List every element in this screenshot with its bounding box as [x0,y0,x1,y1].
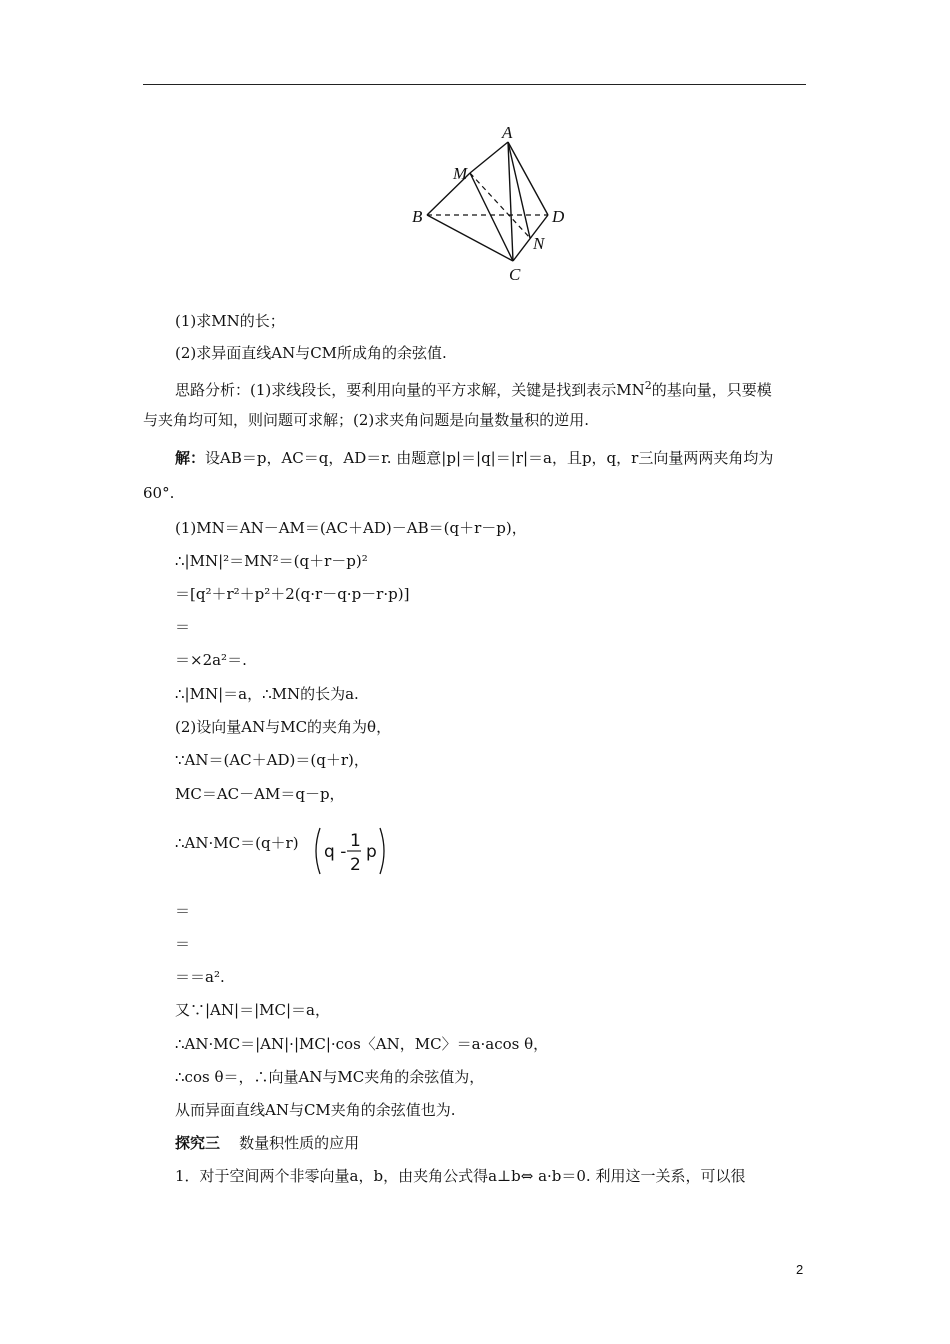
vertex-label-m: M [453,164,468,183]
step-13: ＝＝a². [175,968,225,986]
step-12: ＝ [175,935,191,953]
step-11: ＝ [175,902,191,920]
solution-label: 解： [175,449,206,467]
solution-intro [175,448,773,468]
fraction-numerator: 1 [350,831,361,851]
vertex-label-d: D [552,207,565,226]
vertex-label-c: C [509,265,521,284]
solution-intro-2: 60°. [143,484,175,502]
step-9: MC＝AC－AM＝q－p， [175,785,345,803]
question-2: (2)求异面直线AN与CM所成角的余弦值. [175,344,447,362]
section-subtitle: 数量积性质的应用 [239,1134,360,1152]
step-1: (1)MN＝AN－AM＝(AC＋AD)－AB＝(q＋r－p)， [175,519,527,537]
step-6: ∴|MN|＝a，∴MN的长为a. [175,685,359,703]
fraction-expression [310,824,390,878]
item-1: 1．对于空间两个非零向量a，b，由夹角公式得a⊥b⇔ a·b＝0. 利用这一关系，可以很 [175,1167,746,1185]
analysis-superscript: 2 [644,379,652,392]
step-15: ∴AN·MC＝|AN|·|MC|·cos〈AN，MC〉＝a·acos θ， [175,1035,549,1053]
solution-intro-text: 设AB＝p，AC＝q，AD＝r. 由题意|p|＝|q|＝|r|＝a，且p，q，r三向量两两夹角均为 [205,449,774,467]
tetrahedron-figure [405,118,585,288]
step-3: ＝[q²＋r²＋p²＋2(q·r－q·p－r·p)] [175,585,410,603]
analysis-text: 思路分析：(1)求线段长，要利用向量的平方求解，关键是找到表示MN [175,381,645,399]
question-1: (1)求MN的长； [175,312,285,330]
vertex-label-b: B [412,207,423,226]
step-7: (2)设向量AN与MC的夹角为θ， [175,718,392,736]
step-17: 从而异面直线AN与CM夹角的余弦值也为. [175,1101,456,1119]
analysis-text-tail: 的基向量，只要模 [651,381,772,399]
fraction-left: q - [324,842,347,862]
vertex-label-n: N [533,234,545,253]
step-8: ∵AN＝(AC＋AD)＝(q＋r)， [175,751,369,769]
step-4: ＝ [175,618,191,636]
step-16: ∴cos θ＝，∴向量AN与MC夹角的余弦值为， [175,1068,485,1086]
step-10: ∴AN·MC＝(q＋r) [175,834,299,852]
section-title: 探究三 [175,1134,221,1152]
step-2: ∴|MN|²＝MN²＝(q＋r－p)² [175,552,368,570]
step-5: ＝×2a²＝. [175,651,247,669]
step-14: 又∵|AN|＝|MC|＝a， [175,1001,330,1019]
fraction-denominator: 2 [350,855,361,875]
header-rule [143,84,806,85]
vertex-label-a: A [502,123,513,142]
analysis-line-2: 与夹角均可知，则问题可求解；(2)求夹角问题是向量数量积的逆用. [143,411,590,429]
page-number: 2 [796,1262,804,1277]
analysis-line-1 [175,376,772,400]
fraction-right: p [366,842,377,862]
section-heading [175,1133,359,1153]
